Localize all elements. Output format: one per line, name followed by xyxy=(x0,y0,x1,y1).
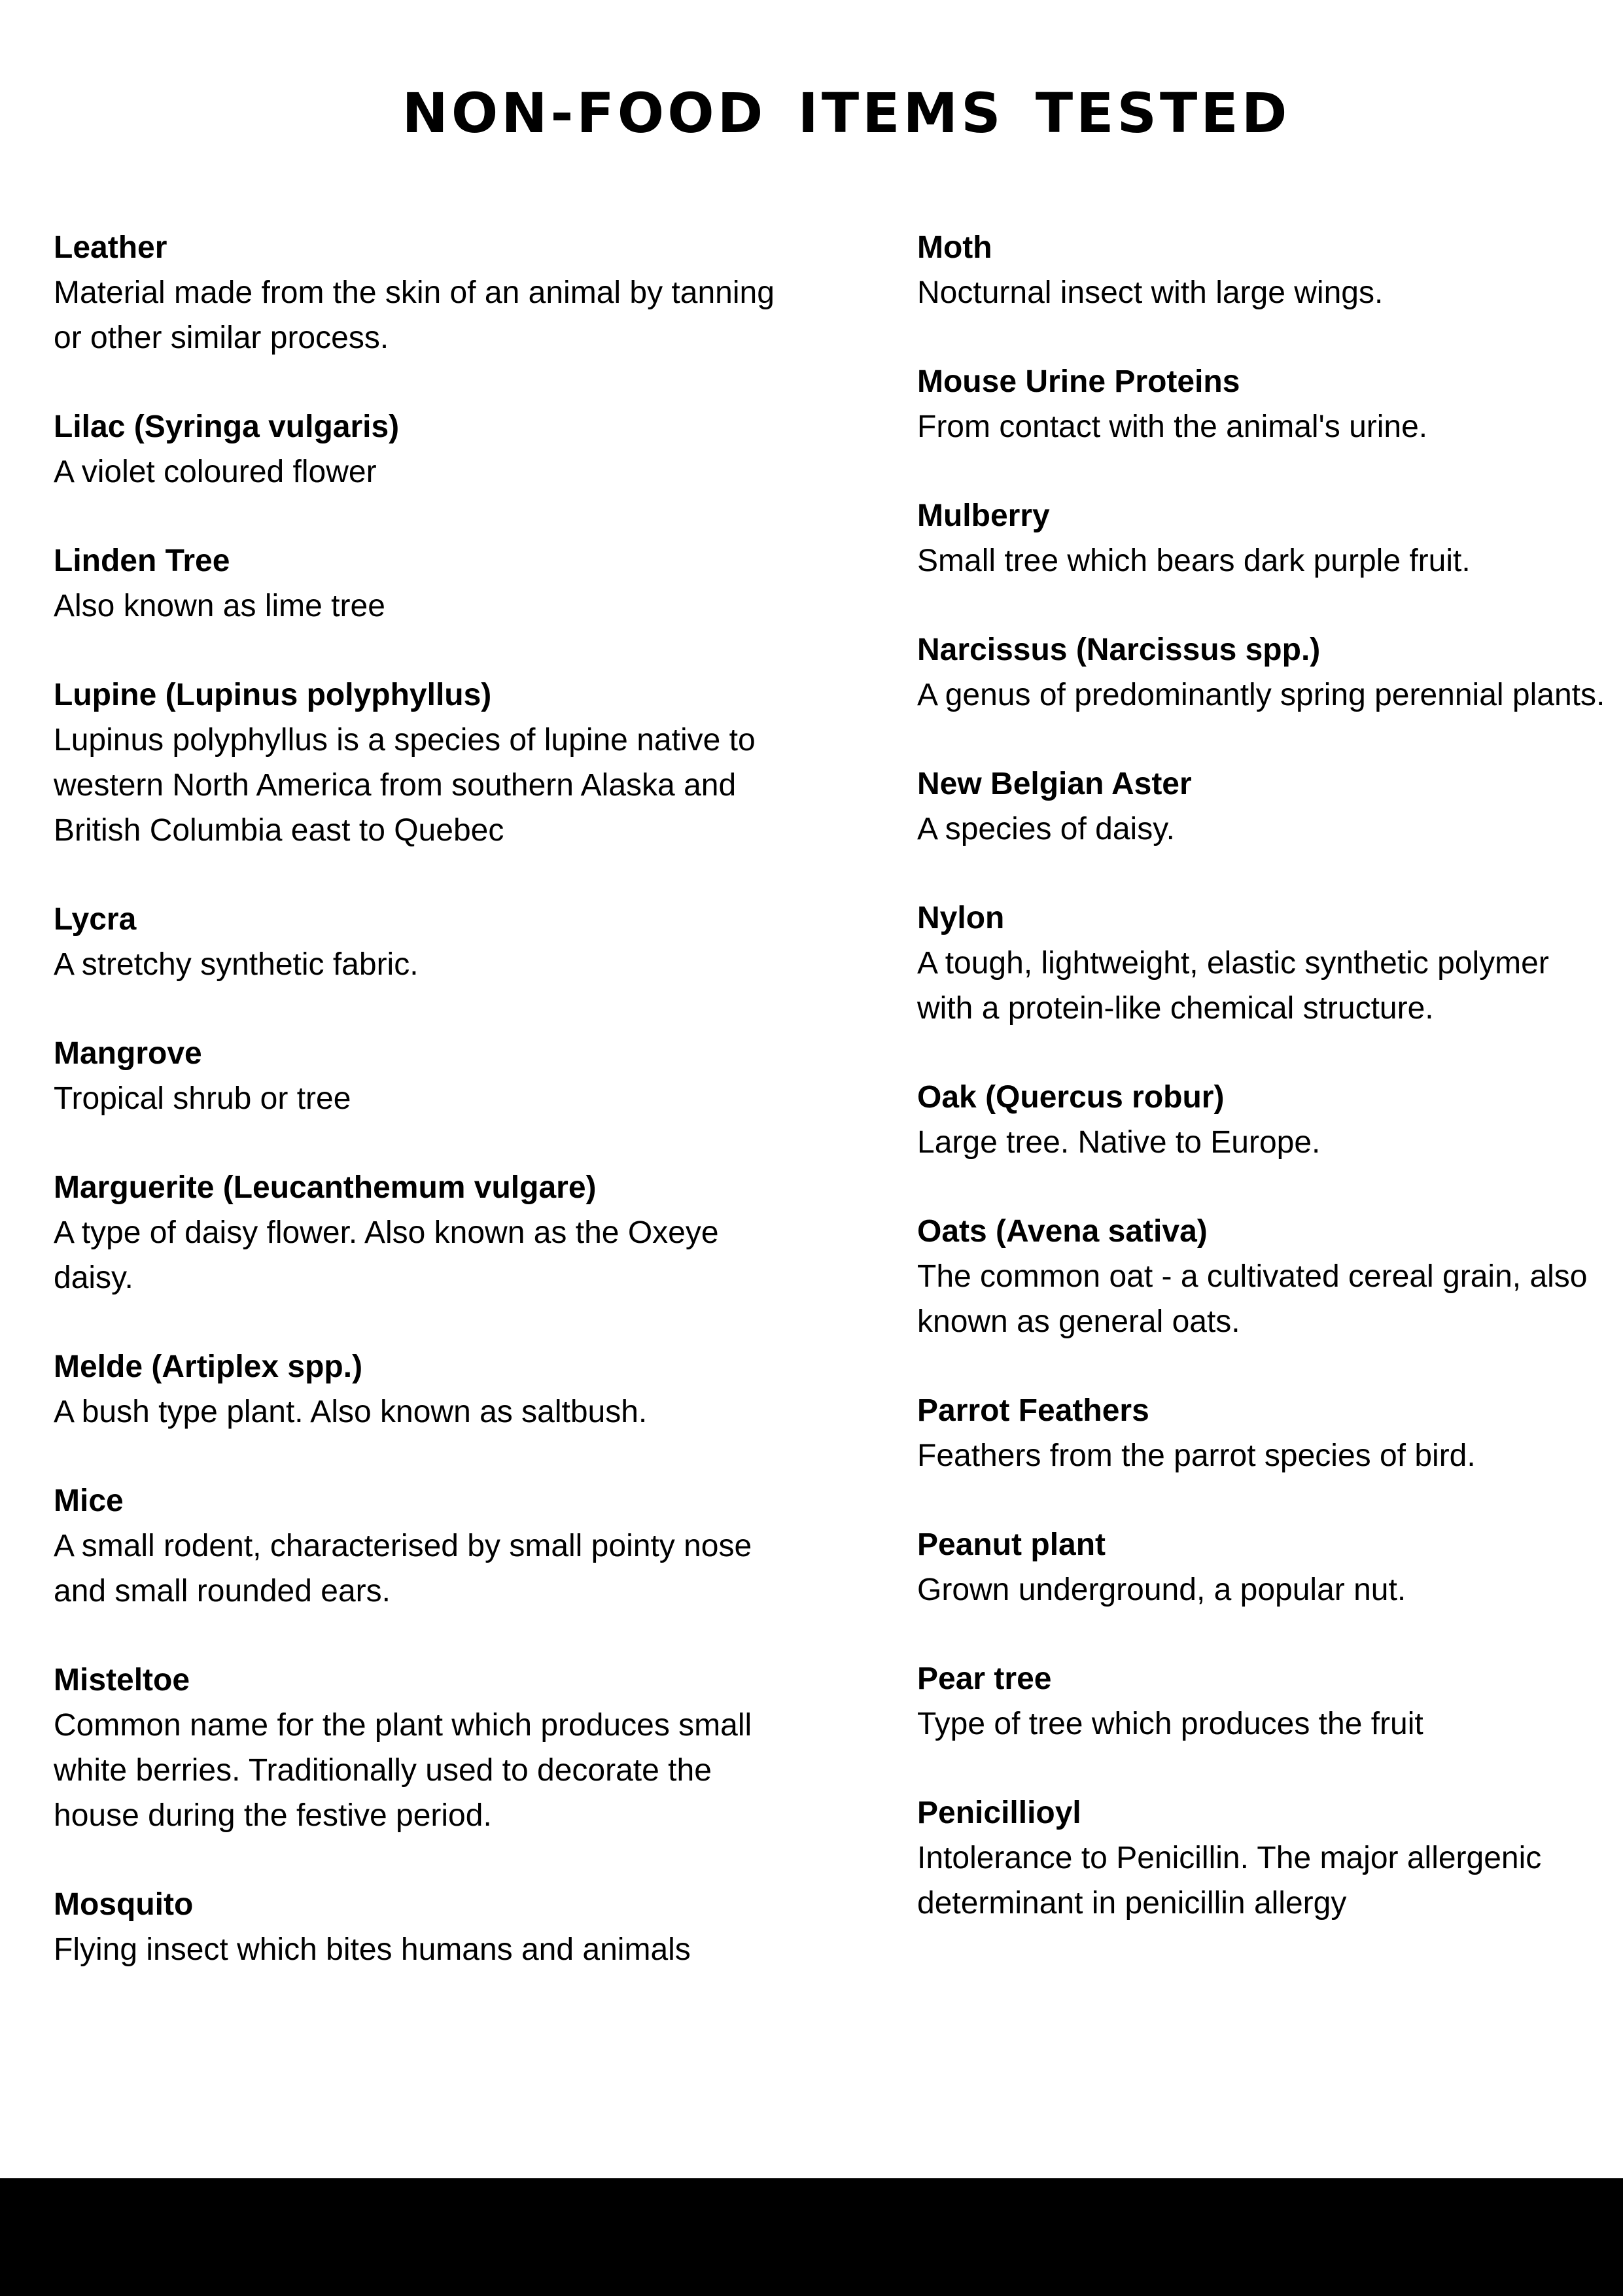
item-description: Large tree. Native to Europe. xyxy=(917,1125,1321,1160)
item-name: Oats (Avena sativa) xyxy=(917,1214,1208,1249)
list-item xyxy=(917,896,1611,1031)
item-description: Intolerance to Penicillin. The major allergenic determinant in penicillin allergy xyxy=(917,1841,1542,1921)
item-name: Moth xyxy=(917,230,992,265)
list-item xyxy=(54,1479,780,1614)
item-description: Type of tree which produces the fruit xyxy=(917,1707,1423,1741)
item-description: A small rodent, characterised by small pointy nose and small rounded ears. xyxy=(54,1529,752,1609)
page-title: NON-FOOD ITEMS TESTED xyxy=(402,81,1291,145)
item-description: A species of daisy. xyxy=(917,812,1175,846)
list-item xyxy=(917,762,1611,852)
list-item xyxy=(54,1166,780,1300)
list-item xyxy=(917,628,1611,718)
item-name: Oak (Quercus robur) xyxy=(917,1080,1225,1115)
item-name: Mulberry xyxy=(917,498,1050,533)
item-name: Mouse Urine Proteins xyxy=(917,364,1240,399)
list-item xyxy=(917,360,1611,449)
item-name: Linden Tree xyxy=(54,544,230,578)
item-description: Flying insect which bites humans and animals xyxy=(54,1932,691,1967)
item-description: Tropical shrub or tree xyxy=(54,1081,351,1116)
left-column xyxy=(54,226,780,2017)
item-description: From contact with the animal's urine. xyxy=(917,409,1428,444)
item-description: A tough, lightweight, elastic synthetic polymer with a protein-like chemical structure. xyxy=(917,946,1549,1026)
list-item xyxy=(917,1075,1611,1165)
item-name: Narcissus (Narcissus spp.) xyxy=(917,633,1321,667)
item-description: A violet coloured flower xyxy=(54,455,377,489)
item-name: Pear tree xyxy=(917,1661,1052,1696)
list-item xyxy=(54,405,780,495)
item-description: Material made from the skin of an animal by tanning or other similar process. xyxy=(54,275,775,355)
item-description: Nocturnal insect with large wings. xyxy=(917,275,1384,310)
item-name: Melde (Artiplex spp.) xyxy=(54,1349,363,1384)
list-item xyxy=(54,1345,780,1435)
item-description: A genus of predominantly spring perennial plants. xyxy=(917,678,1605,712)
list-item xyxy=(917,1657,1611,1747)
item-name: Nylon xyxy=(917,901,1005,935)
item-description: A bush type plant. Also known as saltbush. xyxy=(54,1395,648,1429)
list-item xyxy=(54,673,780,853)
list-item xyxy=(54,1883,780,1972)
item-description: The common oat - a cultivated cereal grain, also known as general oats. xyxy=(917,1259,1588,1339)
item-name: Lupine (Lupinus polyphyllus) xyxy=(54,678,492,712)
right-column xyxy=(917,226,1611,1970)
item-description: Feathers from the parrot species of bird. xyxy=(917,1438,1476,1473)
list-item xyxy=(917,1209,1611,1344)
list-item xyxy=(54,539,780,629)
item-description: Small tree which bears dark purple fruit. xyxy=(917,544,1471,578)
item-name: Mangrove xyxy=(54,1036,202,1071)
item-name: Parrot Feathers xyxy=(917,1393,1149,1428)
item-name: New Belgian Aster xyxy=(917,767,1192,801)
item-name: Peanut plant xyxy=(917,1527,1106,1562)
list-item xyxy=(917,1791,1611,1926)
item-name: Penicillioyl xyxy=(917,1796,1081,1830)
item-name: Leather xyxy=(54,230,167,265)
footer-bar xyxy=(0,2178,1623,2296)
item-name: Lycra xyxy=(54,902,137,937)
list-item xyxy=(54,1658,780,1838)
item-description: A type of daisy flower. Also known as the Oxeye daisy. xyxy=(54,1215,719,1295)
item-description: Common name for the plant which produces small white berries. Traditionally used to decorate the house during the festive period. xyxy=(54,1708,752,1833)
item-name: Marguerite (Leucanthemum vulgare) xyxy=(54,1170,597,1205)
list-item xyxy=(917,494,1611,583)
list-item xyxy=(54,226,780,360)
list-item xyxy=(917,1523,1611,1612)
item-description: Lupinus polyphyllus is a species of lupine native to western North America from southern Alaska and British Columbia east to Quebec xyxy=(54,723,756,848)
item-description: Also known as lime tree xyxy=(54,589,385,623)
list-item xyxy=(54,1032,780,1121)
list-item xyxy=(917,226,1611,315)
list-item xyxy=(54,897,780,987)
item-name: Mice xyxy=(54,1484,124,1518)
item-name: Mosquito xyxy=(54,1887,194,1922)
item-name: Lilac (Syringa vulgaris) xyxy=(54,409,400,444)
item-description: Grown underground, a popular nut. xyxy=(917,1573,1406,1607)
item-description: A stretchy synthetic fabric. xyxy=(54,947,419,982)
item-name: Misteltoe xyxy=(54,1663,190,1697)
list-item xyxy=(917,1389,1611,1478)
